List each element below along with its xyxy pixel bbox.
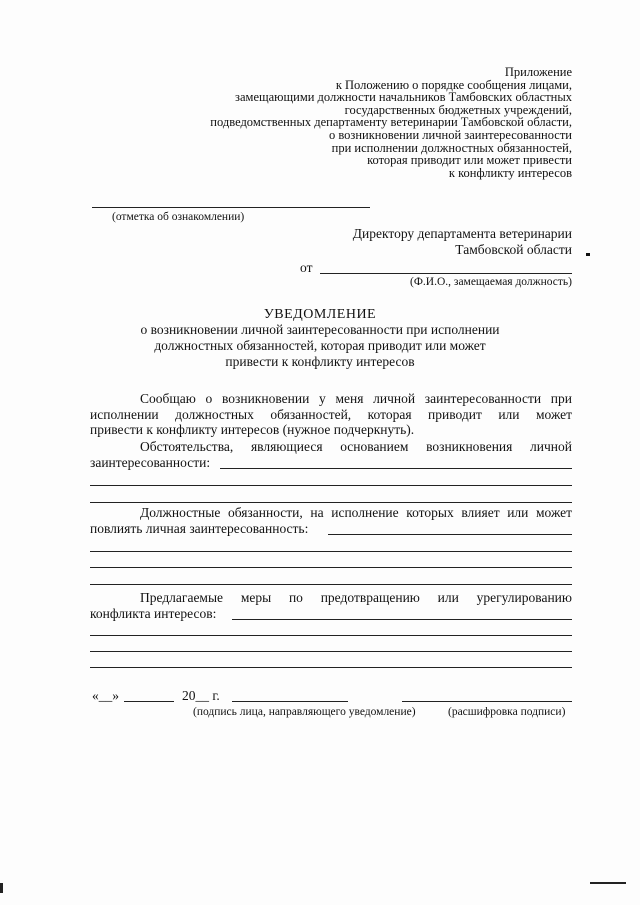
acknowledgement-line (92, 207, 370, 208)
subtitle-line: привести к конфликту интересов (225, 354, 415, 369)
appendix-line: к Положению о порядке сообщения лицами, (335, 77, 572, 92)
paragraph-line: Обстоятельства, являющиеся основанием возникновения личной (140, 439, 572, 454)
paragraph-2 (90, 439, 572, 455)
blank-line (90, 635, 572, 636)
signature-caption: (подпись лица, направляющего уведомление) (193, 706, 416, 718)
paragraph-3 (90, 505, 572, 521)
appendix-line: о возникновении личной заинтересованности (328, 127, 572, 142)
paragraph-line: Сообщаю о возникновении у меня личной заинтересованности при (140, 391, 572, 406)
blank-line (90, 485, 572, 486)
date-month-line (124, 701, 174, 702)
paragraph-line: Должностные обязанности, на исполнение которых влияет или может (140, 505, 572, 520)
paragraph-2-label: заинтересованности: (90, 455, 211, 470)
paragraph-4-label: конфликта интересов: (90, 606, 217, 621)
decode-caption: (расшифровка подписи) (448, 706, 566, 718)
decode-line (402, 701, 572, 702)
from-caption: (Ф.И.О., замещаемая должность) (410, 276, 572, 288)
addressee-line-1: Директору департамента ветеринарии (352, 226, 572, 241)
document-title: УВЕДОМЛЕНИЕ (263, 307, 377, 322)
appendix-line: при исполнении должностных обязанностей, (331, 140, 572, 155)
paragraph-4 (90, 590, 572, 606)
signature-line (232, 701, 348, 702)
blank-line (328, 534, 572, 535)
paragraph-1 (90, 391, 572, 438)
blank-line (90, 502, 572, 503)
addressee-line-2: Тамбовской области (455, 242, 572, 257)
blank-line (220, 468, 572, 469)
appendix-header (210, 66, 572, 179)
blank-line (90, 651, 572, 652)
paragraph-line: привести к конфликту интересов (нужное подчеркнуть). (90, 422, 415, 437)
blank-line (90, 584, 572, 585)
blank-line (90, 667, 572, 668)
paragraph-3-label: повлиять личная заинтересованность: (90, 521, 309, 536)
from-label: от (300, 260, 313, 275)
paragraph-line: Предлагаемые меры по предотвращению или урегулированию (140, 590, 572, 605)
date-year: 20__ г. (182, 688, 220, 703)
appendix-line: подведомственных департаменту ветеринарии Тамбовской области, (210, 115, 572, 130)
date-prefix: «__» (92, 688, 119, 703)
blank-line (90, 567, 572, 568)
appendix-line: замещающими должности начальников Тамбовских областных (235, 90, 572, 105)
appendix-line: Приложение (504, 65, 572, 79)
acknowledgement-caption: (отметка об ознакомлении) (112, 211, 245, 223)
paragraph-line: исполнении должностных обязанностей, которая приводит или может (90, 406, 572, 422)
appendix-line: государственных бюджетных учреждений, (344, 102, 572, 117)
document-subtitle (110, 322, 530, 370)
blank-line (232, 619, 572, 620)
subtitle-line: должностных обязанностей, которая приводит или может (154, 338, 486, 353)
from-line (320, 273, 572, 274)
subtitle-line: о возникновении личной заинтересованности при исполнении (140, 322, 500, 337)
scan-artifact (590, 882, 626, 884)
appendix-line: которая приводит или может привести (367, 153, 572, 168)
appendix-line: к конфликту интересов (448, 165, 572, 180)
blank-line (90, 551, 572, 552)
scan-mark (586, 253, 590, 256)
scan-artifact (0, 883, 3, 893)
